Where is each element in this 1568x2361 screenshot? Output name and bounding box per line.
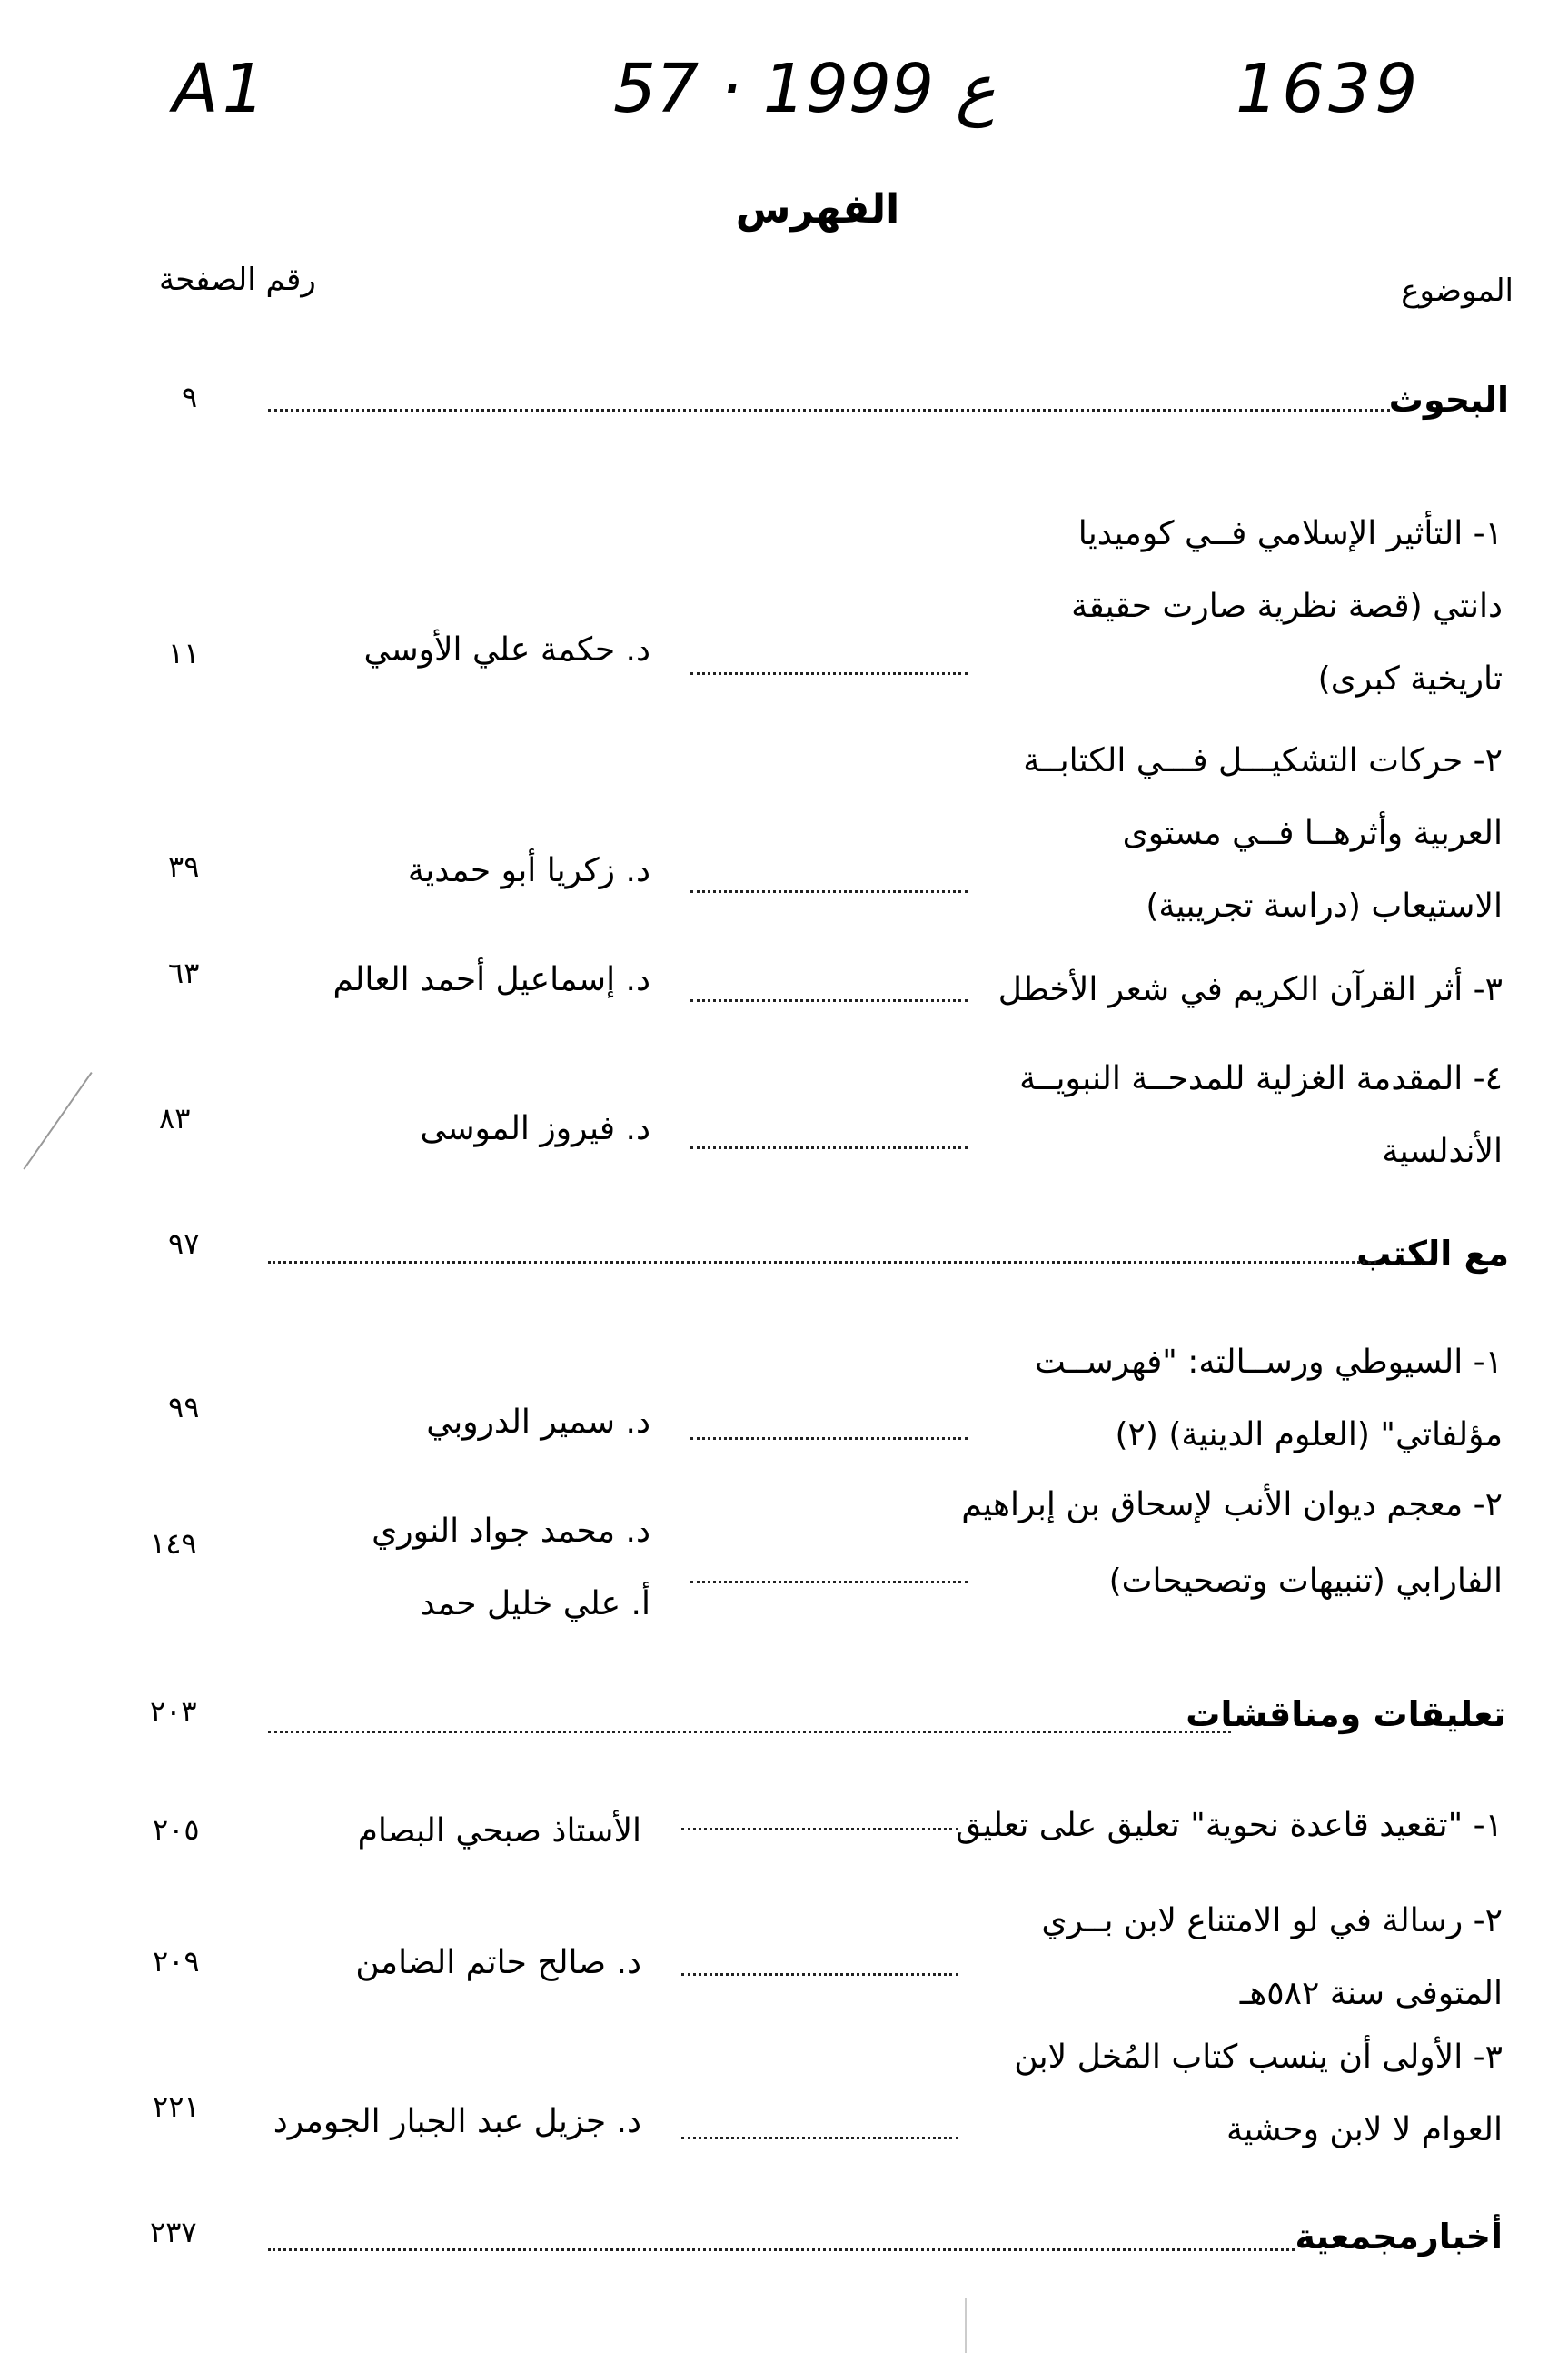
page-number: ٣٩ — [168, 849, 200, 884]
page-number: ١١ — [168, 636, 200, 670]
page-number: ١٤٩ — [150, 1526, 197, 1561]
toc-entry-author: د. حكمة علي الأوسي — [363, 631, 650, 669]
page-number: ٨٣ — [159, 1101, 191, 1136]
page-number: ٢٠٣ — [150, 1694, 197, 1729]
leader-dots — [268, 409, 1390, 412]
section-title-comments: تعليقات ومناقشات — [1186, 1694, 1506, 1734]
toc-entry-title: ٢- رسالة في لو الامتناع لابن بــري المتوفى سنة ٥٨٢هـ — [1041, 1902, 1503, 2012]
handwritten-number: 1639 — [1236, 50, 1422, 128]
page-title: الفهرس — [735, 186, 900, 233]
toc-entry-title: ٢- معجم ديوان الأنب لإسحاق بن إبراهيم الفارابي (تنبيهات وتصحيحات) — [961, 1486, 1503, 1600]
leader-dots — [681, 2137, 958, 2139]
column-header-page: رقم الصفحة — [159, 262, 316, 298]
leader-dots — [690, 1581, 968, 1583]
section-title-books: مع الكتب — [1356, 1234, 1509, 1274]
toc-entry-author: د. زكريا أبو حمدية — [407, 852, 650, 889]
toc-entry-title: ١- التأثير الإسلامي فــي كوميديا دانتي (قصة نظرية صارت حقيقة تاريخية كبرى) — [1071, 515, 1503, 698]
page-number: ٢٠٩ — [153, 1944, 200, 1979]
toc-entry-title: ١- السيوطي ورســالته: "فهرســت مؤلفاتي" (العلوم الدينية) (٢) — [1035, 1344, 1503, 1453]
toc-entry-title: ١- "تقعيد قاعدة نحوية" تعليق على تعليق — [956, 1807, 1503, 1844]
leader-dots — [681, 1828, 958, 1830]
leader-dots — [690, 999, 968, 1002]
section-title-news: أخبارمجمعية — [1295, 2217, 1503, 2257]
page-number: ٩٧ — [168, 1226, 200, 1261]
toc-entry-title: ٤- المقدمة الغزلية للمدحــة النبويــة الأندلسية — [1019, 1060, 1503, 1170]
toc-entry-author: د. إسماعيل أحمد العالم — [332, 961, 650, 998]
leader-dots — [268, 1261, 1376, 1264]
page-number: ٩ — [182, 380, 198, 414]
column-header-topic: الموضوع — [1401, 273, 1513, 309]
handwritten-code: A1 — [173, 50, 269, 128]
handwritten-reference: 57 · ع 1999 — [613, 50, 996, 128]
leader-dots — [268, 2248, 1295, 2251]
toc-entry-author: الأستاذ صبحي البصام — [357, 1812, 641, 1850]
toc-entry-title: ٣- أثر القرآن الكريم في شعر الأخطل — [997, 971, 1503, 1008]
toc-entry-author: د. صالح حاتم الضامن — [355, 1944, 641, 1981]
toc-entry-author: د. محمد جواد النوري — [372, 1513, 650, 1550]
section-title-research: البحوث — [1388, 380, 1509, 420]
toc-entry-author: د. سمير الدروبي — [426, 1404, 650, 1441]
scan-mark — [23, 1072, 92, 1170]
leader-dots — [690, 1437, 968, 1440]
toc-entry-title: ٣- الأولى أن ينسب كتاب المُخل لابن العوام لا لابن وحشية — [1014, 2039, 1503, 2148]
page-number: ٦٣ — [168, 956, 200, 990]
leader-dots — [681, 1973, 958, 1976]
leader-dots — [690, 1146, 968, 1149]
page-number: ٢٢١ — [153, 2089, 200, 2124]
toc-entry-author: د. جزيل عبد الجبار الجومرد — [273, 2103, 641, 2140]
toc-entry-author: أ. علي خليل حمد — [420, 1585, 650, 1622]
leader-dots — [690, 890, 968, 893]
page-number: ٢٣٧ — [150, 2215, 197, 2249]
page-number: ٩٩ — [168, 1390, 200, 1424]
leader-dots — [268, 1731, 1231, 1733]
page-number: ٢٠٥ — [153, 1812, 200, 1847]
toc-entry-title: ٢- حركات التشكيـــل فـــي الكتابــة العربية وأثرهــا فــي مستوى الاستيعاب (دراسة تجريبية) — [1023, 742, 1503, 925]
scan-mark — [965, 2298, 967, 2353]
leader-dots — [690, 672, 968, 675]
toc-entry-author: د. فيروز الموسى — [420, 1110, 650, 1147]
